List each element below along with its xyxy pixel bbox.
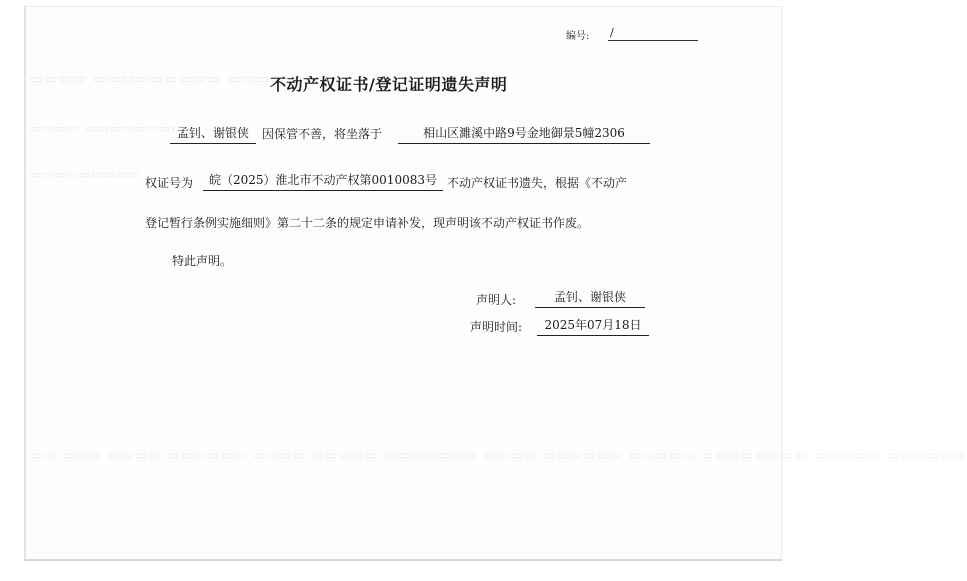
doc-number-underline (608, 40, 698, 41)
declarant-field: 孟钊、谢银侠 (535, 288, 645, 308)
bleed-through-text: ▭▭▭▭ ▭▭▭▭▭▭▭▭ (30, 122, 185, 135)
body-text-3: 登记暂行条例实施细则》第二十二条的规定申请补发，现声明该不动产权证书作废。 (145, 216, 590, 230)
location-field: 相山区濉溪中路9号金地御景5幢2306 (398, 124, 650, 144)
cert-number-field: 皖（2025）淮北市不动产权第0010083号 (203, 171, 443, 191)
bleed-through-text: ▭▭▭▭ ▭▭▭▭▭▭▭▭▭ ▭▭▭▭▭ (30, 72, 300, 87)
declarant-label: 声明人: (476, 293, 517, 307)
cert-prefix: 权证号为 (145, 176, 194, 190)
bleed-through-text: ▭▭ ▭▭▭ ▭▭▭▭ ▭▭▭▭▭▭ ▭▭▭▭ ▭▭▭▭▭ ▭▭▭▭▭▭▭ ▭▭▭▭ ▭▭▭▭▭▭ ▭▭▭▭▭ ▭▭▭▭▭▭▭▭ ▭▭▭▭▭ ▭▭▭▭▭▭ (30, 448, 967, 462)
doc-number-label: 编号: (566, 31, 590, 42)
document-title: 不动产权证书/登记证明遗失声明 (270, 75, 508, 94)
date-label: 声明时间: (470, 320, 523, 334)
body-text-2: 不动产权证书遗失，根据《不动产 (447, 176, 628, 190)
page-edge-bottom (24, 559, 782, 561)
doc-number-value: / (610, 26, 614, 39)
page-edge-left (24, 6, 26, 561)
date-field: 2025年07月18日 (537, 316, 649, 336)
bleed-through-text: ▭▭▭▭▭▭▭▭▭ (30, 168, 142, 181)
closing-text: 特此声明。 (172, 254, 233, 268)
owners-field: 孟钊、谢银侠 (170, 124, 256, 144)
body-text-1: 因保管不善，将坐落于 (262, 127, 383, 141)
